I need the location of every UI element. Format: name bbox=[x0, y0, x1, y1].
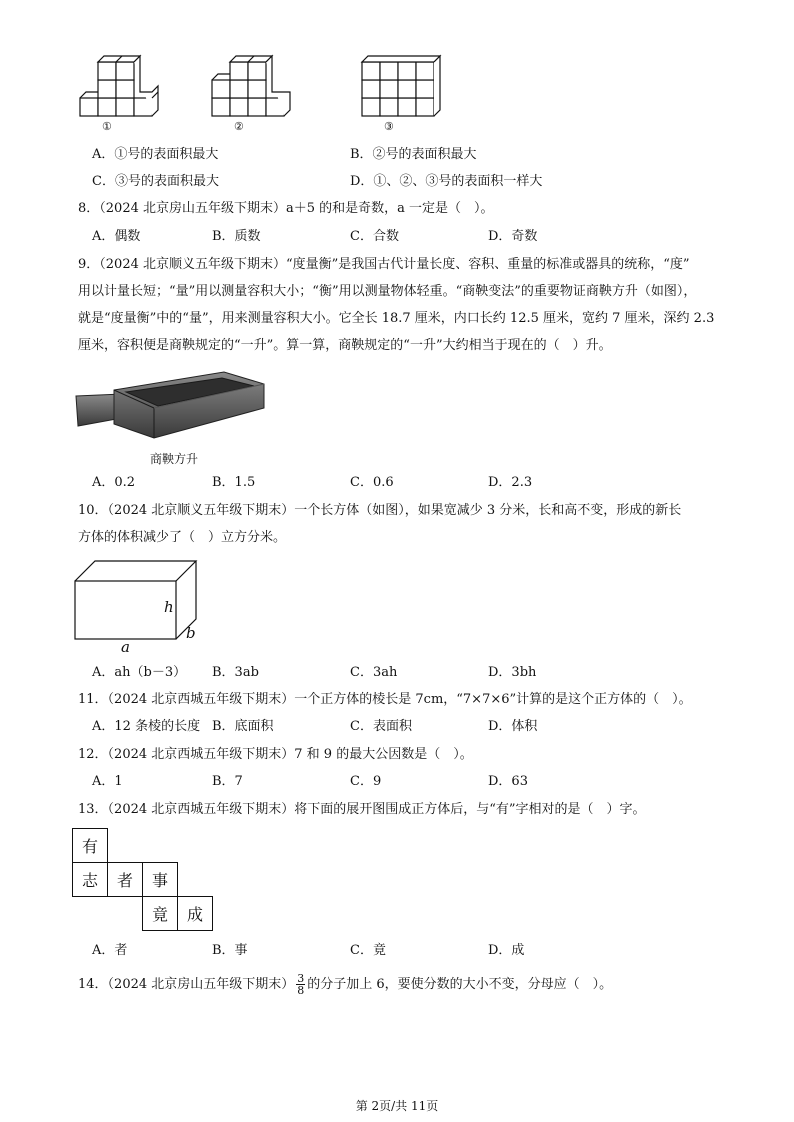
cube-stack-figure-2 bbox=[206, 54, 292, 120]
q9-option-a[interactable]: A．0.2 bbox=[92, 475, 136, 490]
q9-option-d[interactable]: D．2.3 bbox=[488, 475, 533, 490]
q11-option-a[interactable]: A．12 条棱的长度 bbox=[92, 719, 201, 734]
q14-prefix: 14．（2024 北京房山五年级下期末） bbox=[78, 977, 295, 992]
q13-option-d[interactable]: D．成 bbox=[488, 943, 525, 958]
q10-stem-line-2: 方体的体积减少了（ ）立方分米。 bbox=[78, 530, 287, 545]
q8-option-c[interactable]: C．合数 bbox=[350, 229, 399, 244]
q9-stem-line-4: 厘米，容积便是商鞅规定的“一升”。算一算，商鞅规定的“一升”大约相当于现在的（ ）升。 bbox=[78, 338, 612, 353]
q14-fraction-numerator: 3 bbox=[297, 972, 305, 985]
q12-option-b[interactable]: B．7 bbox=[212, 774, 243, 789]
q10-option-d[interactable]: D．3bh bbox=[488, 665, 537, 680]
cube-net bbox=[72, 828, 213, 931]
q9-stem-line-2: 用以计量长短；“量”用以测量容积大小；“衡”用以测量物体轻重。“商鞅变法”的重要物证商鞅方升（如图）， bbox=[78, 284, 697, 299]
q10-option-c[interactable]: C．3ah bbox=[350, 665, 398, 680]
q10-stem-line-1: 10．（2024 北京顺义五年级下期末）一个长方体（如图），如果宽减少 3 分米，长和高不变，形成的新长 bbox=[78, 503, 682, 518]
net-cell-cheng: 成 bbox=[178, 897, 213, 931]
q8-option-d[interactable]: D．奇数 bbox=[488, 229, 538, 244]
q10-option-a[interactable]: A．ah（b－3） bbox=[92, 665, 187, 680]
cube-stack-figure-1 bbox=[74, 54, 160, 120]
net-cell-jing: 竟 bbox=[143, 897, 178, 931]
q7-option-a[interactable]: A．①号的表面积最大 bbox=[92, 147, 219, 162]
cube-stack-figure-3 bbox=[356, 54, 442, 120]
net-cell-zhe: 者 bbox=[108, 863, 143, 897]
q12-option-c[interactable]: C．9 bbox=[350, 774, 382, 789]
q7-option-d[interactable]: D．①、②、③号的表面积一样大 bbox=[350, 174, 543, 189]
cube-label-3: ③ bbox=[384, 120, 394, 133]
cuboid-label-h: h bbox=[164, 598, 174, 616]
q8-stem: 8．（2024 北京房山五年级下期末）a＋5 的和是奇数，a 一定是（ ）。 bbox=[78, 201, 494, 216]
q13-option-c[interactable]: C．竟 bbox=[350, 943, 386, 958]
shang-yang-fangsheng-image bbox=[74, 368, 268, 444]
q8-option-a[interactable]: A．偶数 bbox=[92, 229, 141, 244]
q13-option-a[interactable]: A．者 bbox=[92, 943, 128, 958]
cube-label-2: ② bbox=[234, 120, 244, 133]
q14-stem bbox=[78, 972, 612, 998]
q7-option-c[interactable]: C．③号的表面积最大 bbox=[92, 174, 219, 189]
q11-option-d[interactable]: D．体积 bbox=[488, 719, 538, 734]
q9-figure-caption: 商鞅方升 bbox=[150, 452, 199, 466]
q8-option-b[interactable]: B．质数 bbox=[212, 229, 261, 244]
q12-option-a[interactable]: A．1 bbox=[92, 774, 123, 789]
q9-option-c[interactable]: C．0.6 bbox=[350, 475, 394, 490]
q14-suffix: 的分子加上 6，要使分数的大小不变，分母应（ ）。 bbox=[307, 977, 613, 992]
net-cell-shi: 事 bbox=[143, 863, 178, 897]
net-cell-zhi: 志 bbox=[73, 863, 108, 897]
q9-stem-line-3: 就是“度量衡”中的“量”，用来测量容积大小。它全长 18.7 厘米，内口长约 12.5 厘米，宽约 7 厘米，深约 2.3 bbox=[78, 311, 715, 326]
q12-stem: 12．（2024 北京西城五年级下期末）7 和 9 的最大公因数是（ ）。 bbox=[78, 747, 473, 762]
cuboid-figure bbox=[72, 556, 202, 656]
q7-option-b[interactable]: B．②号的表面积最大 bbox=[350, 147, 477, 162]
page-footer: 第 2页/共 11页 bbox=[355, 1099, 439, 1113]
q13-option-b[interactable]: B．事 bbox=[212, 943, 248, 958]
q10-option-b[interactable]: B．3ab bbox=[212, 665, 259, 680]
net-cell-you: 有 bbox=[73, 829, 108, 863]
q9-option-b[interactable]: B．1.5 bbox=[212, 475, 256, 490]
cube-label-1: ① bbox=[102, 120, 112, 133]
q9-stem-line-1: 9．（2024 北京顺义五年级下期末）“度量衡”是我国古代计量长度、容积、重量的标准或器具的统称，“度” bbox=[78, 257, 690, 272]
q12-option-d[interactable]: D．63 bbox=[488, 774, 528, 789]
q11-option-b[interactable]: B．底面积 bbox=[212, 719, 274, 734]
q11-option-c[interactable]: C．表面积 bbox=[350, 719, 412, 734]
q14-fraction bbox=[296, 973, 305, 996]
q13-stem: 13．（2024 北京西城五年级下期末）将下面的展开图围成正方体后，与“有”字相对的是（ ）字。 bbox=[78, 802, 646, 817]
q11-stem: 11．（2024 北京西城五年级下期末）一个正方体的棱长是 7cm，“7×7×6”计算的是这个正方体的（ ）。 bbox=[78, 692, 692, 707]
q14-fraction-denominator: 8 bbox=[297, 984, 305, 997]
cuboid-label-a: a bbox=[121, 638, 130, 656]
cuboid-label-b: b bbox=[186, 624, 196, 642]
